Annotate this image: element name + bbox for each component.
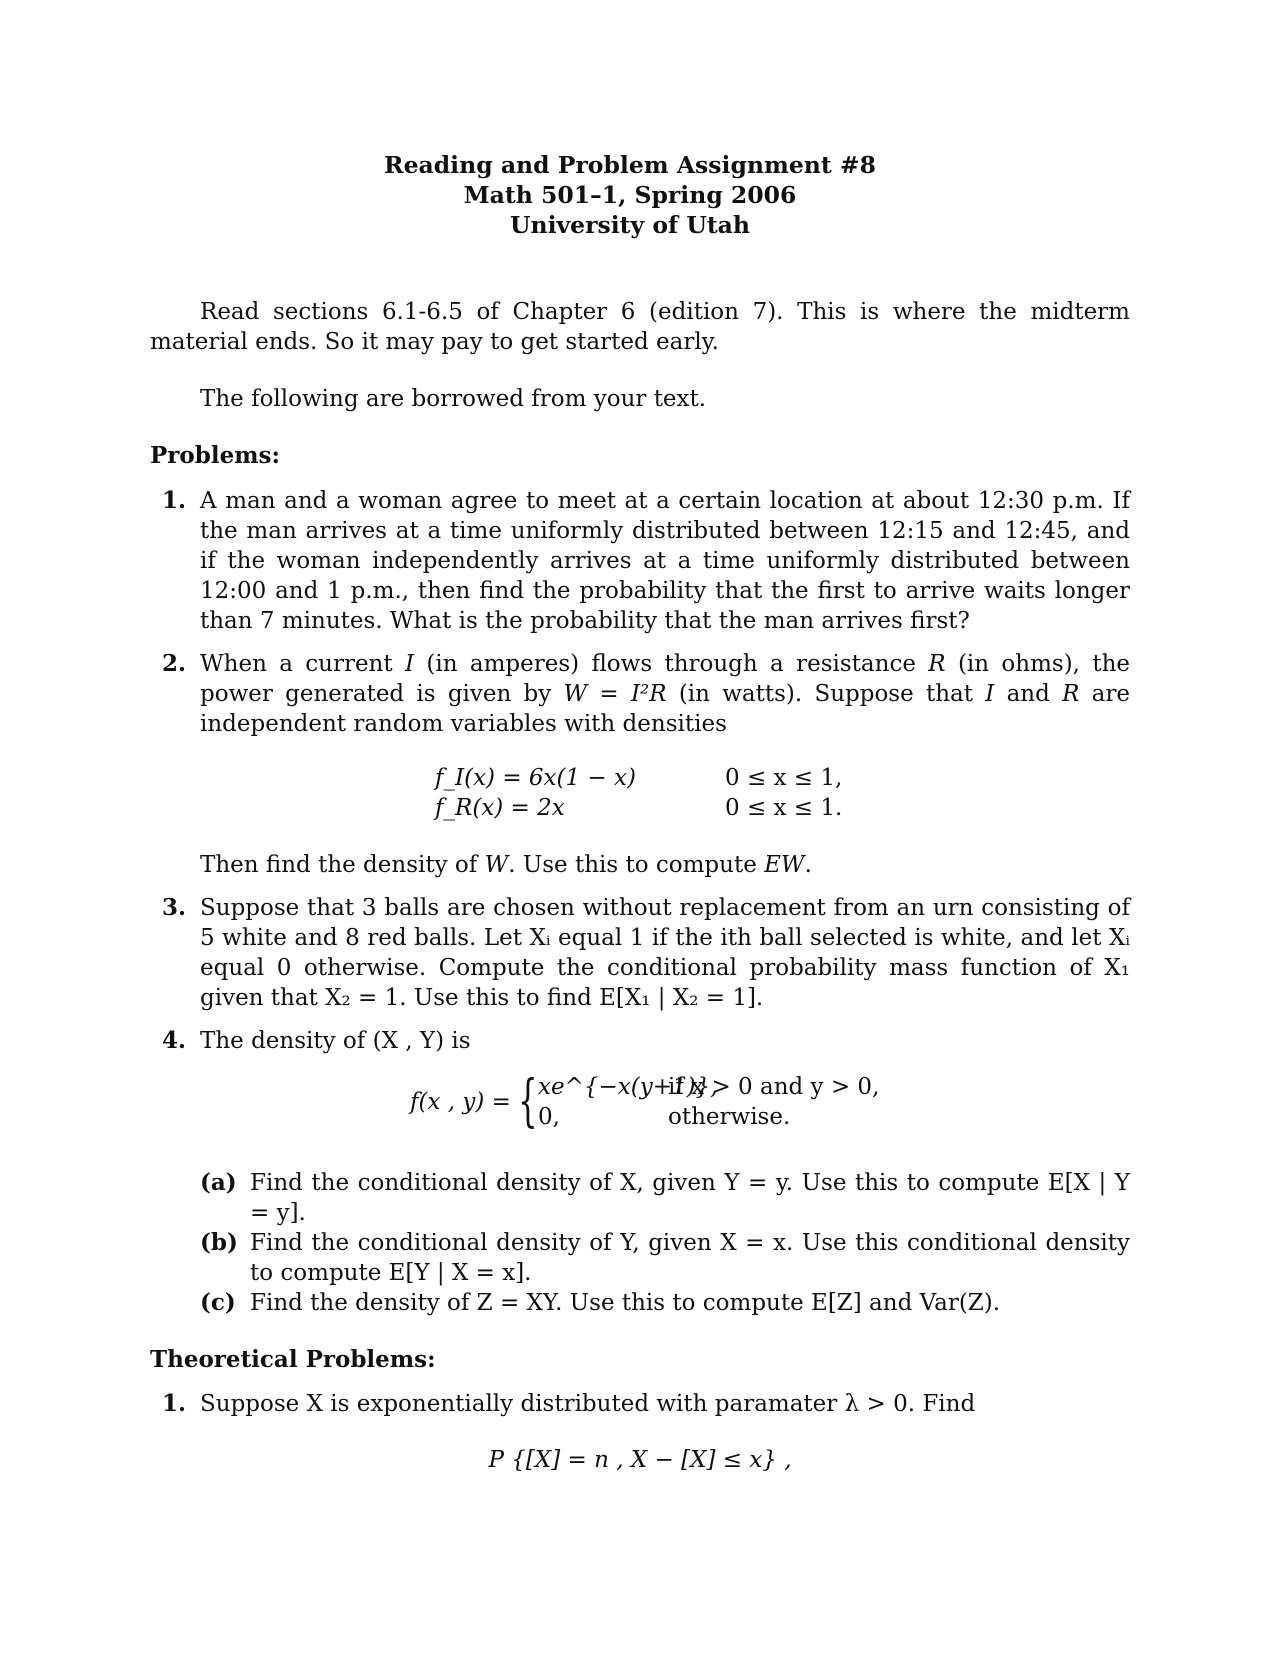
case-value: xe^{−x(y+1)}, [538, 1074, 718, 1100]
problem-number: 4. [162, 1027, 187, 1054]
problem-text: . Use this to compute [508, 852, 765, 878]
equation-lhs: f_I(x) = 6x(1 − x) [435, 765, 636, 791]
case-condition: otherwise. [668, 1104, 791, 1130]
problem-4 [150, 1026, 1130, 1160]
problem-text: Suppose X is exponentially distributed with paramater λ > 0. Find [200, 1391, 976, 1417]
case-value: 0, [538, 1104, 560, 1130]
problem-1 [150, 486, 1130, 636]
problem-2 [150, 649, 1130, 880]
math-var: I [404, 651, 415, 677]
math-var: EW [764, 852, 805, 878]
document-header [130, 150, 1130, 240]
math-var: R [928, 651, 946, 677]
subpart-text: Find the conditional density of Y, given X = x. Use this conditional density to compute E[Y | X = x]. [250, 1230, 1130, 1286]
course-line: Math 501–1, Spring 2006 [463, 181, 797, 209]
problem-number: 3. [162, 894, 187, 921]
case-condition: if x > 0 and y > 0, [668, 1074, 880, 1100]
left-brace: { [518, 1069, 538, 1134]
problem-number: 1. [162, 487, 187, 514]
problem-text: Suppose that 3 balls are chosen without replacement from an urn consisting of 5 white and 8 red balls. Let Xᵢ equal 1 if the ith ball selected is white, and let Xᵢ equal 0 otherwise. Compute the conditional probability mass function of X₁ given that X₂ = 1. Use this to find E[X₁ | X₂ = 1]. [200, 895, 1130, 1011]
problem-4b [150, 1228, 1130, 1288]
problem-text: The density of (X , Y) is [200, 1028, 471, 1054]
theoretical-problem-1 [150, 1389, 1130, 1419]
theoretical-equation: P {[X] = n , X − [X] ≤ x} , [488, 1447, 792, 1473]
problem-3 [150, 893, 1130, 1013]
theoretical-heading: Theoretical Problems: [150, 1346, 436, 1373]
intro-paragraph: Read sections 6.1-6.5 of Chapter 6 (edition 7). This is where the midterm material ends. So it may pay to get started early. [150, 299, 1130, 355]
power-formula: W = I²R [563, 681, 667, 707]
problem-text: . [804, 852, 812, 878]
problem-4c [150, 1288, 1130, 1318]
problem-text: A man and a woman agree to meet at a certain location at about 12:30 p.m. If the man arrives at a time uniformly distributed between 12:15 and 12:45, and if the woman independently arrives at a time uniformly distributed between 12:00 and 1 p.m., then find the probability that the first to arrive waits longer than 7 minutes. What is the probability that the man arrives first? [200, 488, 1130, 634]
problem-text: When a current [200, 651, 405, 677]
problem-text: are independent random variables with densities [200, 681, 1130, 737]
problem-text: Then find the density of [200, 852, 485, 878]
problem-4a [150, 1168, 1130, 1228]
density-equation-2 [200, 793, 1130, 823]
subpart-label: (c) [200, 1289, 236, 1316]
equation-lhs: f_R(x) = 2x [435, 795, 565, 821]
subpart-text: Find the density of Z = XY. Use this to compute E[Z] and Var(Z). [250, 1290, 1001, 1316]
equation-lhs: f(x , y) = [410, 1089, 511, 1115]
problem-text: (in ohms), the power generated is given by [200, 651, 1130, 707]
math-var: W [484, 852, 509, 878]
document-page [150, 150, 1130, 1475]
subpart-label: (a) [200, 1169, 237, 1196]
density-equation-1 [200, 763, 1130, 793]
piecewise-density [200, 1069, 1130, 1160]
intro-note: The following are borrowed from your text. [200, 386, 707, 412]
subpart-text: Find the conditional density of X, given Y = y. Use this to compute E[X | Y = y]. [250, 1170, 1130, 1226]
problem-number: 2. [162, 650, 187, 677]
problem-number: 1. [162, 1390, 187, 1417]
math-var: I [985, 681, 995, 707]
problems-heading: Problems: [150, 442, 280, 469]
problem-text: (in amperes) flows through a resistance [414, 651, 929, 677]
subpart-label: (b) [200, 1229, 238, 1256]
equation-range: 0 ≤ x ≤ 1. [725, 795, 843, 821]
problem-text: and [994, 681, 1063, 707]
equation-range: 0 ≤ x ≤ 1, [725, 765, 843, 791]
problem-text: (in watts). Suppose that [666, 681, 986, 707]
assignment-title: Reading and Problem Assignment #8 [384, 151, 876, 179]
problem-followup [200, 850, 1130, 880]
math-var: R [1062, 681, 1080, 707]
university-line: University of Utah [510, 211, 750, 239]
